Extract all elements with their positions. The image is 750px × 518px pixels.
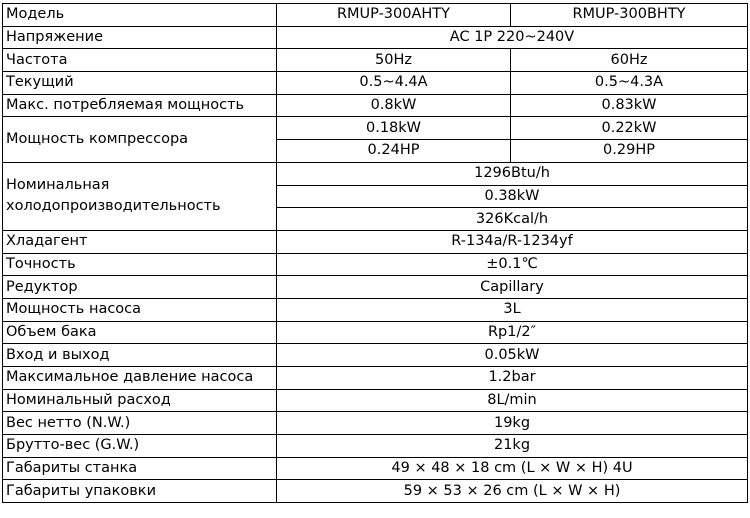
value-current-a: 0.5~4.4A [277, 72, 511, 95]
value-reducer: Capillary [277, 276, 748, 299]
label-cooling-capacity: Номинальная холодопроизводительность [3, 162, 277, 230]
value-model-a: RMUP-300AHTY [277, 4, 511, 27]
value-machine-dims: 49 × 48 × 18 cm (L × W × H) 4U [277, 457, 748, 480]
row-reducer [3, 276, 748, 299]
row-compressor-power-kw [3, 117, 748, 140]
value-inlet-outlet: 0.05kW [277, 344, 748, 367]
value-compressor-kw-b: 0.22kW [511, 117, 748, 140]
label-rated-flow: Номинальный расход [3, 389, 277, 412]
value-compressor-hp-b: 0.29HP [511, 140, 748, 163]
value-pump-power: 3L [277, 298, 748, 321]
row-rated-flow [3, 389, 748, 412]
value-frequency-b: 60Hz [511, 49, 748, 72]
label-gross-weight: Брутто-вес (G.W.) [3, 435, 277, 458]
row-net-weight [3, 412, 748, 435]
label-max-pump-pressure: Максимальное давление насоса [3, 367, 277, 390]
label-tank-volume: Объем бака [3, 321, 277, 344]
value-cooling-kw: 0.38kW [277, 185, 748, 208]
value-compressor-hp-a: 0.24HP [277, 140, 511, 163]
row-machine-dims [3, 457, 748, 480]
row-inlet-outlet [3, 344, 748, 367]
row-package-dims [3, 480, 748, 503]
label-accuracy: Точность [3, 253, 277, 276]
value-frequency-a: 50Hz [277, 49, 511, 72]
value-gross-weight: 21kg [277, 435, 748, 458]
row-accuracy [3, 253, 748, 276]
label-net-weight: Вес нетто (N.W.) [3, 412, 277, 435]
value-rated-flow: 8L/min [277, 389, 748, 412]
label-inlet-outlet: Вход и выход [3, 344, 277, 367]
row-max-power [3, 94, 748, 117]
value-max-power-b: 0.83kW [511, 94, 748, 117]
value-accuracy: ±0.1℃ [277, 253, 748, 276]
row-cooling-btu [3, 162, 748, 185]
row-max-pump-pressure [3, 367, 748, 390]
value-refrigerant: R-134a/R-1234yf [277, 230, 748, 253]
value-cooling-btu: 1296Btu/h [277, 162, 748, 185]
row-current [3, 72, 748, 95]
label-machine-dims: Габариты станка [3, 457, 277, 480]
row-pump-power [3, 298, 748, 321]
label-voltage: Напряжение [3, 26, 277, 49]
row-refrigerant [3, 230, 748, 253]
value-current-b: 0.5~4.3A [511, 72, 748, 95]
label-frequency: Частота [3, 49, 277, 72]
value-max-pump-pressure: 1.2bar [277, 367, 748, 390]
row-gross-weight [3, 435, 748, 458]
row-model [3, 4, 748, 27]
label-model: Модель [3, 4, 277, 27]
value-tank-volume: Rp1/2″ [277, 321, 748, 344]
value-voltage: AC 1P 220~240V [277, 26, 748, 49]
value-net-weight: 19kg [277, 412, 748, 435]
spec-table [2, 3, 748, 503]
label-package-dims: Габариты упаковки [3, 480, 277, 503]
label-reducer: Редуктор [3, 276, 277, 299]
label-refrigerant: Хладагент [3, 230, 277, 253]
label-compressor-power: Мощность компрессора [3, 117, 277, 162]
row-tank-volume [3, 321, 748, 344]
value-cooling-kcal: 326Kcal/h [277, 208, 748, 231]
value-max-power-a: 0.8kW [277, 94, 511, 117]
label-pump-power: Мощность насоса [3, 298, 277, 321]
label-max-power: Макс. потребляемая мощность [3, 94, 277, 117]
row-frequency [3, 49, 748, 72]
value-model-b: RMUP-300BHTY [511, 4, 748, 27]
label-current: Текущий [3, 72, 277, 95]
value-package-dims: 59 × 53 × 26 cm (L × W × H) [277, 480, 748, 503]
row-voltage [3, 26, 748, 49]
value-compressor-kw-a: 0.18kW [277, 117, 511, 140]
